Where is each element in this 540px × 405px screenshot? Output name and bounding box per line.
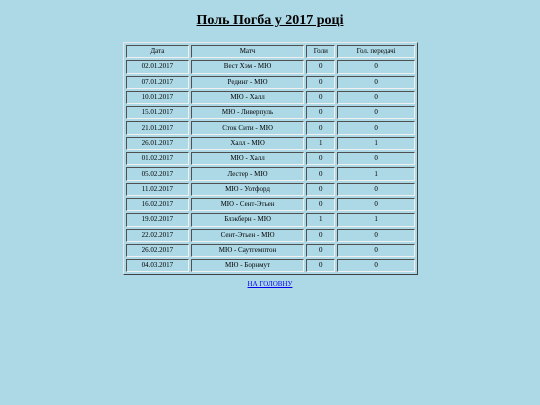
table-row: [126, 121, 415, 134]
cell-assists: 0: [337, 91, 415, 104]
cell-match: МЮ - Сент-Этьен: [191, 198, 305, 211]
cell-assists: 1: [337, 137, 415, 150]
page-title: Поль Погба у 2017 році: [196, 13, 344, 28]
table-row: [126, 167, 415, 180]
header-match: Матч: [191, 45, 305, 58]
header-date: Дата: [126, 45, 189, 58]
cell-date: 19.02.2017: [126, 213, 189, 226]
cell-match: Сток Сити - МЮ: [191, 121, 305, 134]
table-row: [126, 137, 415, 150]
cell-assists: 0: [337, 198, 415, 211]
cell-goals: 0: [306, 106, 335, 119]
table-body: [126, 60, 415, 272]
cell-assists: 0: [337, 244, 415, 257]
table-row: [126, 229, 415, 242]
table-row: [126, 259, 415, 272]
cell-date: 26.01.2017: [126, 137, 189, 150]
cell-match: МЮ - Ливерпуль: [191, 106, 305, 119]
table-row: [126, 213, 415, 226]
cell-match: Сент-Этьен - МЮ: [191, 229, 305, 242]
cell-date: 01.02.2017: [126, 152, 189, 165]
header-goals: Голи: [306, 45, 335, 58]
cell-assists: 0: [337, 259, 415, 272]
table-row: [126, 91, 415, 104]
cell-assists: 0: [337, 183, 415, 196]
cell-assists: 0: [337, 152, 415, 165]
cell-goals: 0: [306, 198, 335, 211]
cell-date: 26.02.2017: [126, 244, 189, 257]
cell-match: Рединг - МЮ: [191, 76, 305, 89]
table-row: [126, 152, 415, 165]
stats-table: [123, 42, 418, 275]
header-assists: Гол. передачі: [337, 45, 415, 58]
cell-match: МЮ - Уотфорд: [191, 183, 305, 196]
table-row: [126, 198, 415, 211]
cell-date: 05.02.2017: [126, 167, 189, 180]
cell-goals: 0: [306, 76, 335, 89]
cell-goals: 0: [306, 121, 335, 134]
cell-match: Халл - МЮ: [191, 137, 305, 150]
table-header-row: [126, 45, 415, 58]
cell-date: 21.01.2017: [126, 121, 189, 134]
cell-match: Вест Хэм - МЮ: [191, 60, 305, 73]
cell-assists: 0: [337, 76, 415, 89]
cell-goals: 0: [306, 167, 335, 180]
cell-match: Блэкберн - МЮ: [191, 213, 305, 226]
cell-goals: 0: [306, 229, 335, 242]
table-row: [126, 106, 415, 119]
table-row: [126, 76, 415, 89]
cell-goals: 1: [306, 213, 335, 226]
cell-match: МЮ - Саутгемптон: [191, 244, 305, 257]
cell-match: МЮ - Борнмут: [191, 259, 305, 272]
table-row: [126, 244, 415, 257]
cell-date: 15.01.2017: [126, 106, 189, 119]
cell-match: Лестер - МЮ: [191, 167, 305, 180]
cell-goals: 0: [306, 60, 335, 73]
cell-date: 16.02.2017: [126, 198, 189, 211]
cell-goals: 0: [306, 183, 335, 196]
cell-assists: 0: [337, 60, 415, 73]
cell-goals: 0: [306, 91, 335, 104]
cell-match: МЮ - Халл: [191, 152, 305, 165]
cell-assists: 0: [337, 106, 415, 119]
cell-goals: 0: [306, 244, 335, 257]
cell-date: 10.01.2017: [126, 91, 189, 104]
cell-goals: 0: [306, 152, 335, 165]
cell-date: 04.03.2017: [126, 259, 189, 272]
cell-date: 11.02.2017: [126, 183, 189, 196]
cell-date: 22.02.2017: [126, 229, 189, 242]
cell-goals: 0: [306, 259, 335, 272]
cell-assists: 1: [337, 167, 415, 180]
cell-date: 02.01.2017: [126, 60, 189, 73]
table-row: [126, 183, 415, 196]
cell-assists: 1: [337, 213, 415, 226]
cell-match: МЮ - Халл: [191, 91, 305, 104]
cell-assists: 0: [337, 229, 415, 242]
table-row: [126, 60, 415, 73]
home-link[interactable]: НА ГОЛОВНУ: [247, 280, 293, 288]
cell-date: 07.01.2017: [126, 76, 189, 89]
cell-assists: 0: [337, 121, 415, 134]
cell-goals: 1: [306, 137, 335, 150]
